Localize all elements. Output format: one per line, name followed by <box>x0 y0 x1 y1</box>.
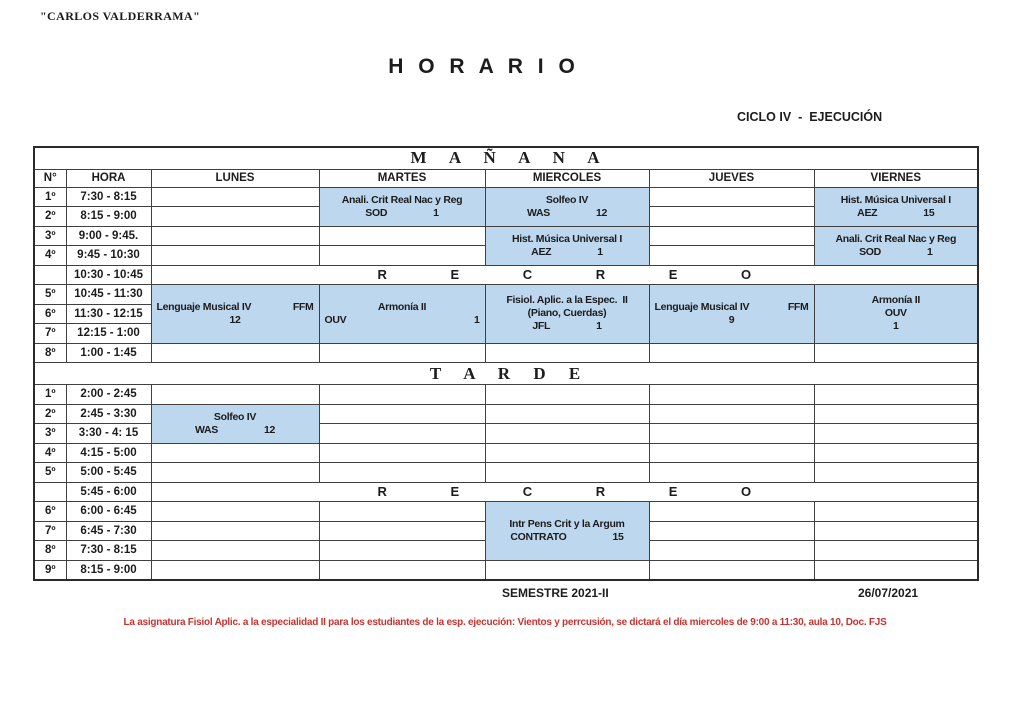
empty-cell <box>319 560 485 580</box>
course-code-line <box>815 246 978 259</box>
empty-cell <box>485 404 649 424</box>
time-cell: 10:45 - 11:30 <box>66 285 151 305</box>
course-text-line: OUV <box>884 307 907 320</box>
course-code-line <box>650 301 814 314</box>
time-cell: 2:45 - 3:30 <box>66 404 151 424</box>
column-header: MARTES <box>319 169 485 187</box>
course-cell <box>814 187 978 226</box>
room-number: FFM <box>787 300 809 313</box>
course-text-line: Armonía II <box>871 294 920 307</box>
empty-cell <box>649 521 814 541</box>
time-cell: 6:00 - 6:45 <box>66 502 151 522</box>
course-cell <box>485 226 649 265</box>
period-number-cell <box>34 265 66 285</box>
empty-cell <box>814 541 978 561</box>
period-number-cell: 8º <box>34 343 66 363</box>
recreo-cell: R E C R E O <box>151 482 978 502</box>
empty-cell <box>649 207 814 227</box>
empty-cell <box>814 560 978 580</box>
empty-cell <box>485 385 649 405</box>
empty-cell <box>151 521 319 541</box>
empty-cell <box>649 187 814 207</box>
empty-cell <box>649 246 814 266</box>
column-header: JUEVES <box>649 169 814 187</box>
column-header: MIERCOLES <box>485 169 649 187</box>
empty-cell <box>151 207 319 227</box>
empty-cell <box>649 226 814 246</box>
period-number-cell: 6º <box>34 502 66 522</box>
section-banner: M A Ñ A N A <box>34 147 978 169</box>
course-cell <box>485 187 649 226</box>
course-text-line: Solfeo IV <box>545 193 589 206</box>
empty-cell <box>814 443 978 463</box>
empty-cell <box>319 443 485 463</box>
time-cell: 8:15 - 9:00 <box>66 560 151 580</box>
page-title: H O R A R I O <box>388 55 576 78</box>
footnote: La asignatura Fisiol Aplic. a la especialidad II para los estudiantes de la esp. ejecución: Vientos y perrcusión, se dictará el día miercoles de 9:00 a 11:30, aula 10, Doc. FJS <box>123 617 887 628</box>
period-number-cell <box>34 482 66 502</box>
course-cell <box>319 187 485 226</box>
room-number: 1 <box>597 245 603 258</box>
empty-cell <box>151 187 319 207</box>
teacher-code: CONTRATO <box>510 530 567 543</box>
date-label: 26/07/2021 <box>858 586 919 600</box>
course-text-line: Anali. Crit Real Nac y Reg <box>835 232 957 245</box>
empty-cell <box>649 424 814 444</box>
time-cell: 6:45 - 7:30 <box>66 521 151 541</box>
course-text-line: Fisiol. Aplic. a la Espec. II <box>506 294 628 307</box>
empty-cell <box>649 385 814 405</box>
room-number: 1 <box>473 313 480 326</box>
empty-cell <box>151 226 319 246</box>
empty-cell <box>319 404 485 424</box>
empty-cell <box>151 385 319 405</box>
teacher-code: AEZ <box>531 245 552 258</box>
time-cell: 7:30 - 8:15 <box>66 541 151 561</box>
empty-cell <box>151 443 319 463</box>
empty-cell <box>649 502 814 522</box>
period-number-cell: 3º <box>34 424 66 444</box>
period-number-cell: 2º <box>34 404 66 424</box>
time-cell: 9:45 - 10:30 <box>66 246 151 266</box>
course-code-line <box>320 314 485 327</box>
course-code-line <box>152 424 319 437</box>
course-code-line <box>320 207 485 220</box>
teacher-code: Lenguaje Musical IV <box>654 300 750 313</box>
empty-cell <box>319 385 485 405</box>
time-cell: 3:30 - 4: 15 <box>66 424 151 444</box>
course-cell <box>151 404 319 443</box>
course-cell <box>814 226 978 265</box>
room-number: FFM <box>292 300 314 313</box>
course-text-line: (Piano, Cuerdas) <box>527 307 607 320</box>
empty-cell <box>319 541 485 561</box>
room-number: 1 <box>433 206 439 219</box>
course-cell <box>814 285 978 344</box>
empty-cell <box>151 541 319 561</box>
course-cell <box>649 285 814 344</box>
period-number-cell: 1º <box>34 385 66 405</box>
room-number: 12 <box>263 423 276 436</box>
time-cell: 1:00 - 1:45 <box>66 343 151 363</box>
semester-label: SEMESTRE 2021-II <box>502 586 609 600</box>
empty-cell <box>151 246 319 266</box>
empty-cell <box>814 343 978 363</box>
course-text-line: Hist. Música Universal I <box>511 232 623 245</box>
course-text-line: Hist. Música Universal I <box>840 193 951 206</box>
course-code-line <box>486 246 649 259</box>
period-number-cell: 7º <box>34 324 66 344</box>
empty-cell <box>151 463 319 483</box>
empty-cell <box>814 404 978 424</box>
teacher-code: SOD <box>365 206 388 219</box>
teacher-code: WAS <box>194 423 218 436</box>
time-cell: 4:15 - 5:00 <box>66 443 151 463</box>
time-cell: 10:30 - 10:45 <box>66 265 151 285</box>
course-code-line <box>486 320 649 333</box>
empty-cell <box>151 502 319 522</box>
empty-cell <box>319 463 485 483</box>
time-cell: 7:30 - 8:15 <box>66 187 151 207</box>
empty-cell <box>814 424 978 444</box>
time-cell: 5:00 - 5:45 <box>66 463 151 483</box>
empty-cell <box>319 343 485 363</box>
empty-cell <box>485 424 649 444</box>
room-number: 15 <box>923 206 935 219</box>
course-cell <box>319 285 485 344</box>
column-header: VIERNES <box>814 169 978 187</box>
period-number-cell: 5º <box>34 463 66 483</box>
timetable <box>33 146 979 581</box>
time-cell: 2:00 - 2:45 <box>66 385 151 405</box>
course-text-line: Armonía II <box>377 300 427 313</box>
period-number-cell: 5º <box>34 285 66 305</box>
empty-cell <box>814 463 978 483</box>
room-number: 1 <box>926 245 933 258</box>
empty-cell <box>319 226 485 246</box>
empty-cell <box>319 246 485 266</box>
empty-cell <box>485 343 649 363</box>
empty-cell <box>649 560 814 580</box>
time-cell: 5:45 - 6:00 <box>66 482 151 502</box>
room-number: 12 <box>595 206 608 219</box>
empty-cell <box>485 443 649 463</box>
course-code-line <box>152 301 319 314</box>
school-name: "CARLOS VALDERRAMA" <box>40 9 201 23</box>
period-number-cell: 4º <box>34 443 66 463</box>
period-number-cell: 7º <box>34 521 66 541</box>
period-number-cell: 4º <box>34 246 66 266</box>
empty-cell <box>485 463 649 483</box>
course-text-line: Intr Pens Crit y la Argum <box>509 517 625 530</box>
teacher-code: JFL <box>532 320 551 333</box>
empty-cell <box>649 343 814 363</box>
time-cell: 12:15 - 1:00 <box>66 324 151 344</box>
empty-cell <box>649 541 814 561</box>
time-cell: 8:15 - 9:00 <box>66 207 151 227</box>
empty-cell <box>649 463 814 483</box>
course-code-line <box>486 531 649 544</box>
empty-cell <box>319 502 485 522</box>
course-cell <box>485 285 649 344</box>
course-text-line: 1 <box>893 320 899 333</box>
empty-cell <box>319 521 485 541</box>
column-header: N° <box>34 169 66 187</box>
course-text-line: 9 <box>728 313 735 326</box>
course-text-line: Anali. Crit Real Nac y Reg <box>341 193 463 206</box>
period-number-cell: 2º <box>34 207 66 227</box>
recreo-cell: R E C R E O <box>151 265 978 285</box>
column-header: LUNES <box>151 169 319 187</box>
period-number-cell: 3º <box>34 226 66 246</box>
empty-cell <box>649 443 814 463</box>
teacher-code: SOD <box>859 245 881 258</box>
column-header: HORA <box>66 169 151 187</box>
empty-cell <box>485 560 649 580</box>
course-cell <box>151 285 319 344</box>
cycle-label: CICLO IV - EJECUCIÓN <box>737 110 883 124</box>
course-code-line <box>815 207 978 220</box>
teacher-code: Lenguaje Musical IV <box>156 300 252 313</box>
empty-cell <box>814 502 978 522</box>
empty-cell <box>814 521 978 541</box>
section-banner: T A R D E <box>34 363 978 385</box>
period-number-cell: 1º <box>34 187 66 207</box>
teacher-code: AEZ <box>857 206 878 219</box>
empty-cell <box>649 404 814 424</box>
course-code-line <box>486 207 649 220</box>
empty-cell <box>814 385 978 405</box>
period-number-cell: 9º <box>34 560 66 580</box>
teacher-code: WAS <box>526 206 550 219</box>
time-cell: 11:30 - 12:15 <box>66 304 151 324</box>
room-number: 1 <box>596 320 602 333</box>
period-number-cell: 6º <box>34 304 66 324</box>
teacher-code: OUV <box>324 313 347 326</box>
course-cell <box>485 502 649 561</box>
course-text-line: 12 <box>229 313 241 326</box>
empty-cell <box>151 560 319 580</box>
empty-cell <box>319 424 485 444</box>
period-number-cell: 8º <box>34 541 66 561</box>
empty-cell <box>151 343 319 363</box>
course-text-line: Solfeo IV <box>213 410 257 423</box>
room-number: 15 <box>612 530 624 543</box>
time-cell: 9:00 - 9:45. <box>66 226 151 246</box>
